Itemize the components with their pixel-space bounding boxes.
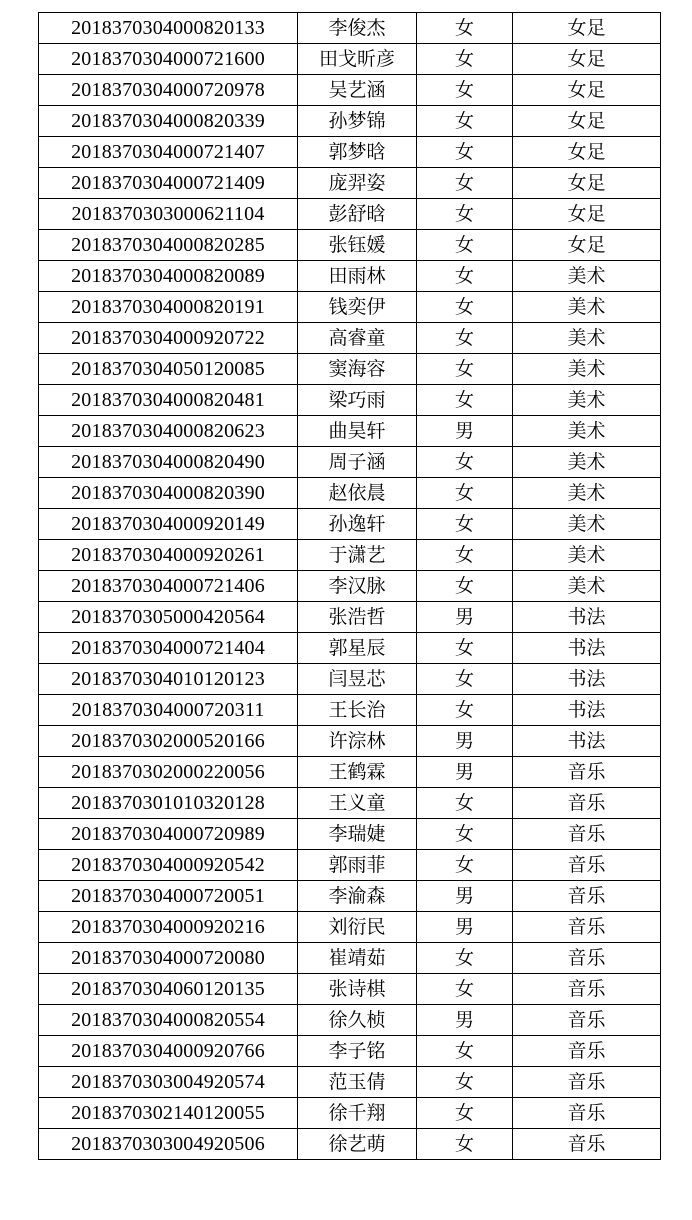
category-cell: 美术 xyxy=(513,447,661,478)
student-id-cell: 2018370304000720978 xyxy=(39,75,298,106)
student-name-cell: 张浩哲 xyxy=(298,602,417,633)
table-row xyxy=(39,540,661,571)
gender-cell: 女 xyxy=(417,509,513,540)
category-cell: 音乐 xyxy=(513,943,661,974)
student-id-cell: 2018370304000820490 xyxy=(39,447,298,478)
gender-cell: 女 xyxy=(417,1098,513,1129)
table-row xyxy=(39,323,661,354)
table-row xyxy=(39,912,661,943)
table-row xyxy=(39,416,661,447)
category-cell: 书法 xyxy=(513,602,661,633)
student-id-cell: 2018370304000820339 xyxy=(39,106,298,137)
student-name-cell: 李汉脉 xyxy=(298,571,417,602)
table-row xyxy=(39,447,661,478)
category-cell: 音乐 xyxy=(513,1067,661,1098)
table-row xyxy=(39,633,661,664)
student-name-cell: 范玉倩 xyxy=(298,1067,417,1098)
student-name-cell: 郭雨菲 xyxy=(298,850,417,881)
gender-cell: 女 xyxy=(417,323,513,354)
student-id-cell: 2018370304000920216 xyxy=(39,912,298,943)
student-name-cell: 徐久桢 xyxy=(298,1005,417,1036)
category-cell: 音乐 xyxy=(513,757,661,788)
student-id-cell: 2018370304000820481 xyxy=(39,385,298,416)
category-cell: 美术 xyxy=(513,540,661,571)
table-row xyxy=(39,881,661,912)
gender-cell: 女 xyxy=(417,788,513,819)
table-row xyxy=(39,1036,661,1067)
table-row xyxy=(39,292,661,323)
student-name-cell: 张钰媛 xyxy=(298,230,417,261)
gender-cell: 男 xyxy=(417,602,513,633)
student-id-cell: 2018370304000820285 xyxy=(39,230,298,261)
student-name-cell: 于潇艺 xyxy=(298,540,417,571)
student-id-cell: 2018370304000721409 xyxy=(39,168,298,199)
category-cell: 音乐 xyxy=(513,881,661,912)
table-row xyxy=(39,1067,661,1098)
student-id-cell: 2018370302000520166 xyxy=(39,726,298,757)
student-name-cell: 王长治 xyxy=(298,695,417,726)
category-cell: 女足 xyxy=(513,13,661,44)
gender-cell: 女 xyxy=(417,230,513,261)
gender-cell: 女 xyxy=(417,478,513,509)
table-row xyxy=(39,974,661,1005)
gender-cell: 女 xyxy=(417,261,513,292)
gender-cell: 女 xyxy=(417,695,513,726)
student-id-cell: 2018370304000920766 xyxy=(39,1036,298,1067)
table-row xyxy=(39,695,661,726)
student-id-cell: 2018370304000720080 xyxy=(39,943,298,974)
student-id-cell: 2018370304000720311 xyxy=(39,695,298,726)
category-cell: 书法 xyxy=(513,633,661,664)
student-id-cell: 2018370304000820623 xyxy=(39,416,298,447)
gender-cell: 女 xyxy=(417,168,513,199)
table-row xyxy=(39,137,661,168)
student-name-cell: 郭星辰 xyxy=(298,633,417,664)
student-id-cell: 2018370302000220056 xyxy=(39,757,298,788)
student-name-cell: 郭梦晗 xyxy=(298,137,417,168)
student-name-cell: 李子铭 xyxy=(298,1036,417,1067)
student-name-cell: 彭舒晗 xyxy=(298,199,417,230)
category-cell: 书法 xyxy=(513,695,661,726)
student-id-cell: 2018370304000820390 xyxy=(39,478,298,509)
student-id-cell: 2018370304000920261 xyxy=(39,540,298,571)
student-id-cell: 2018370304000820089 xyxy=(39,261,298,292)
student-name-cell: 曲昊轩 xyxy=(298,416,417,447)
gender-cell: 女 xyxy=(417,633,513,664)
category-cell: 音乐 xyxy=(513,850,661,881)
gender-cell: 女 xyxy=(417,540,513,571)
student-roster-table xyxy=(38,12,661,1160)
student-id-cell: 2018370304000820133 xyxy=(39,13,298,44)
gender-cell: 女 xyxy=(417,447,513,478)
gender-cell: 女 xyxy=(417,75,513,106)
category-cell: 音乐 xyxy=(513,912,661,943)
gender-cell: 女 xyxy=(417,354,513,385)
student-name-cell: 吴艺涵 xyxy=(298,75,417,106)
table-row xyxy=(39,757,661,788)
category-cell: 女足 xyxy=(513,137,661,168)
category-cell: 音乐 xyxy=(513,1098,661,1129)
student-name-cell: 庞羿姿 xyxy=(298,168,417,199)
student-id-cell: 2018370304010120123 xyxy=(39,664,298,695)
student-name-cell: 田雨林 xyxy=(298,261,417,292)
student-id-cell: 2018370304060120135 xyxy=(39,974,298,1005)
category-cell: 音乐 xyxy=(513,819,661,850)
student-name-cell: 李俊杰 xyxy=(298,13,417,44)
table-row xyxy=(39,44,661,75)
category-cell: 美术 xyxy=(513,354,661,385)
student-name-cell: 赵依晨 xyxy=(298,478,417,509)
category-cell: 美术 xyxy=(513,323,661,354)
gender-cell: 女 xyxy=(417,571,513,602)
table-row xyxy=(39,385,661,416)
student-name-cell: 张诗棋 xyxy=(298,974,417,1005)
table-row xyxy=(39,819,661,850)
table-row xyxy=(39,478,661,509)
student-id-cell: 2018370304000820191 xyxy=(39,292,298,323)
student-name-cell: 王鹤霖 xyxy=(298,757,417,788)
table-row xyxy=(39,1129,661,1160)
gender-cell: 女 xyxy=(417,819,513,850)
gender-cell: 女 xyxy=(417,1036,513,1067)
student-name-cell: 窦海容 xyxy=(298,354,417,385)
student-name-cell: 崔靖茹 xyxy=(298,943,417,974)
student-name-cell: 徐艺萌 xyxy=(298,1129,417,1160)
student-name-cell: 徐千翔 xyxy=(298,1098,417,1129)
table-row xyxy=(39,571,661,602)
category-cell: 美术 xyxy=(513,509,661,540)
student-name-cell: 梁巧雨 xyxy=(298,385,417,416)
table-row xyxy=(39,788,661,819)
gender-cell: 女 xyxy=(417,137,513,168)
table-row xyxy=(39,199,661,230)
table-row xyxy=(39,13,661,44)
student-name-cell: 孙梦锦 xyxy=(298,106,417,137)
student-id-cell: 2018370303000621104 xyxy=(39,199,298,230)
student-id-cell: 2018370302140120055 xyxy=(39,1098,298,1129)
gender-cell: 男 xyxy=(417,881,513,912)
category-cell: 女足 xyxy=(513,168,661,199)
student-name-cell: 李渝森 xyxy=(298,881,417,912)
category-cell: 美术 xyxy=(513,261,661,292)
gender-cell: 女 xyxy=(417,943,513,974)
table-row xyxy=(39,726,661,757)
gender-cell: 女 xyxy=(417,1129,513,1160)
gender-cell: 女 xyxy=(417,106,513,137)
table-row xyxy=(39,664,661,695)
table-row xyxy=(39,168,661,199)
table-row xyxy=(39,602,661,633)
gender-cell: 男 xyxy=(417,726,513,757)
gender-cell: 男 xyxy=(417,1005,513,1036)
category-cell: 书法 xyxy=(513,726,661,757)
student-name-cell: 闫昱芯 xyxy=(298,664,417,695)
student-id-cell: 2018370304000721600 xyxy=(39,44,298,75)
category-cell: 书法 xyxy=(513,664,661,695)
category-cell: 美术 xyxy=(513,571,661,602)
table-row xyxy=(39,106,661,137)
category-cell: 美术 xyxy=(513,416,661,447)
student-id-cell: 2018370304000721404 xyxy=(39,633,298,664)
category-cell: 女足 xyxy=(513,44,661,75)
table-row xyxy=(39,509,661,540)
student-name-cell: 田戈昕彦 xyxy=(298,44,417,75)
gender-cell: 女 xyxy=(417,1067,513,1098)
table-row xyxy=(39,354,661,385)
table-row xyxy=(39,75,661,106)
student-id-cell: 2018370304000720051 xyxy=(39,881,298,912)
table-row xyxy=(39,850,661,881)
table-row xyxy=(39,1098,661,1129)
category-cell: 女足 xyxy=(513,199,661,230)
student-id-cell: 2018370304050120085 xyxy=(39,354,298,385)
student-id-cell: 2018370304000920722 xyxy=(39,323,298,354)
table-row xyxy=(39,943,661,974)
student-name-cell: 周子涵 xyxy=(298,447,417,478)
category-cell: 音乐 xyxy=(513,788,661,819)
roster-body xyxy=(39,13,661,1160)
gender-cell: 男 xyxy=(417,416,513,447)
gender-cell: 女 xyxy=(417,385,513,416)
category-cell: 女足 xyxy=(513,106,661,137)
student-name-cell: 李瑞婕 xyxy=(298,819,417,850)
student-name-cell: 刘衍民 xyxy=(298,912,417,943)
table-row xyxy=(39,261,661,292)
table-row xyxy=(39,230,661,261)
student-id-cell: 2018370304000721406 xyxy=(39,571,298,602)
student-id-cell: 2018370303004920574 xyxy=(39,1067,298,1098)
category-cell: 音乐 xyxy=(513,1036,661,1067)
gender-cell: 女 xyxy=(417,850,513,881)
category-cell: 美术 xyxy=(513,385,661,416)
category-cell: 美术 xyxy=(513,292,661,323)
category-cell: 音乐 xyxy=(513,1005,661,1036)
gender-cell: 女 xyxy=(417,664,513,695)
student-name-cell: 高睿童 xyxy=(298,323,417,354)
student-id-cell: 2018370304000920149 xyxy=(39,509,298,540)
gender-cell: 女 xyxy=(417,44,513,75)
student-id-cell: 2018370304000820554 xyxy=(39,1005,298,1036)
student-id-cell: 2018370304000920542 xyxy=(39,850,298,881)
category-cell: 女足 xyxy=(513,75,661,106)
gender-cell: 女 xyxy=(417,199,513,230)
gender-cell: 男 xyxy=(417,757,513,788)
gender-cell: 女 xyxy=(417,13,513,44)
student-name-cell: 王义童 xyxy=(298,788,417,819)
category-cell: 女足 xyxy=(513,230,661,261)
student-id-cell: 2018370304000721407 xyxy=(39,137,298,168)
category-cell: 音乐 xyxy=(513,1129,661,1160)
gender-cell: 女 xyxy=(417,292,513,323)
gender-cell: 女 xyxy=(417,974,513,1005)
student-name-cell: 钱奕伊 xyxy=(298,292,417,323)
student-name-cell: 许淙林 xyxy=(298,726,417,757)
student-name-cell: 孙逸轩 xyxy=(298,509,417,540)
category-cell: 美术 xyxy=(513,478,661,509)
gender-cell: 男 xyxy=(417,912,513,943)
student-id-cell: 2018370303004920506 xyxy=(39,1129,298,1160)
category-cell: 音乐 xyxy=(513,974,661,1005)
student-id-cell: 2018370305000420564 xyxy=(39,602,298,633)
table-row xyxy=(39,1005,661,1036)
student-id-cell: 2018370301010320128 xyxy=(39,788,298,819)
student-id-cell: 2018370304000720989 xyxy=(39,819,298,850)
